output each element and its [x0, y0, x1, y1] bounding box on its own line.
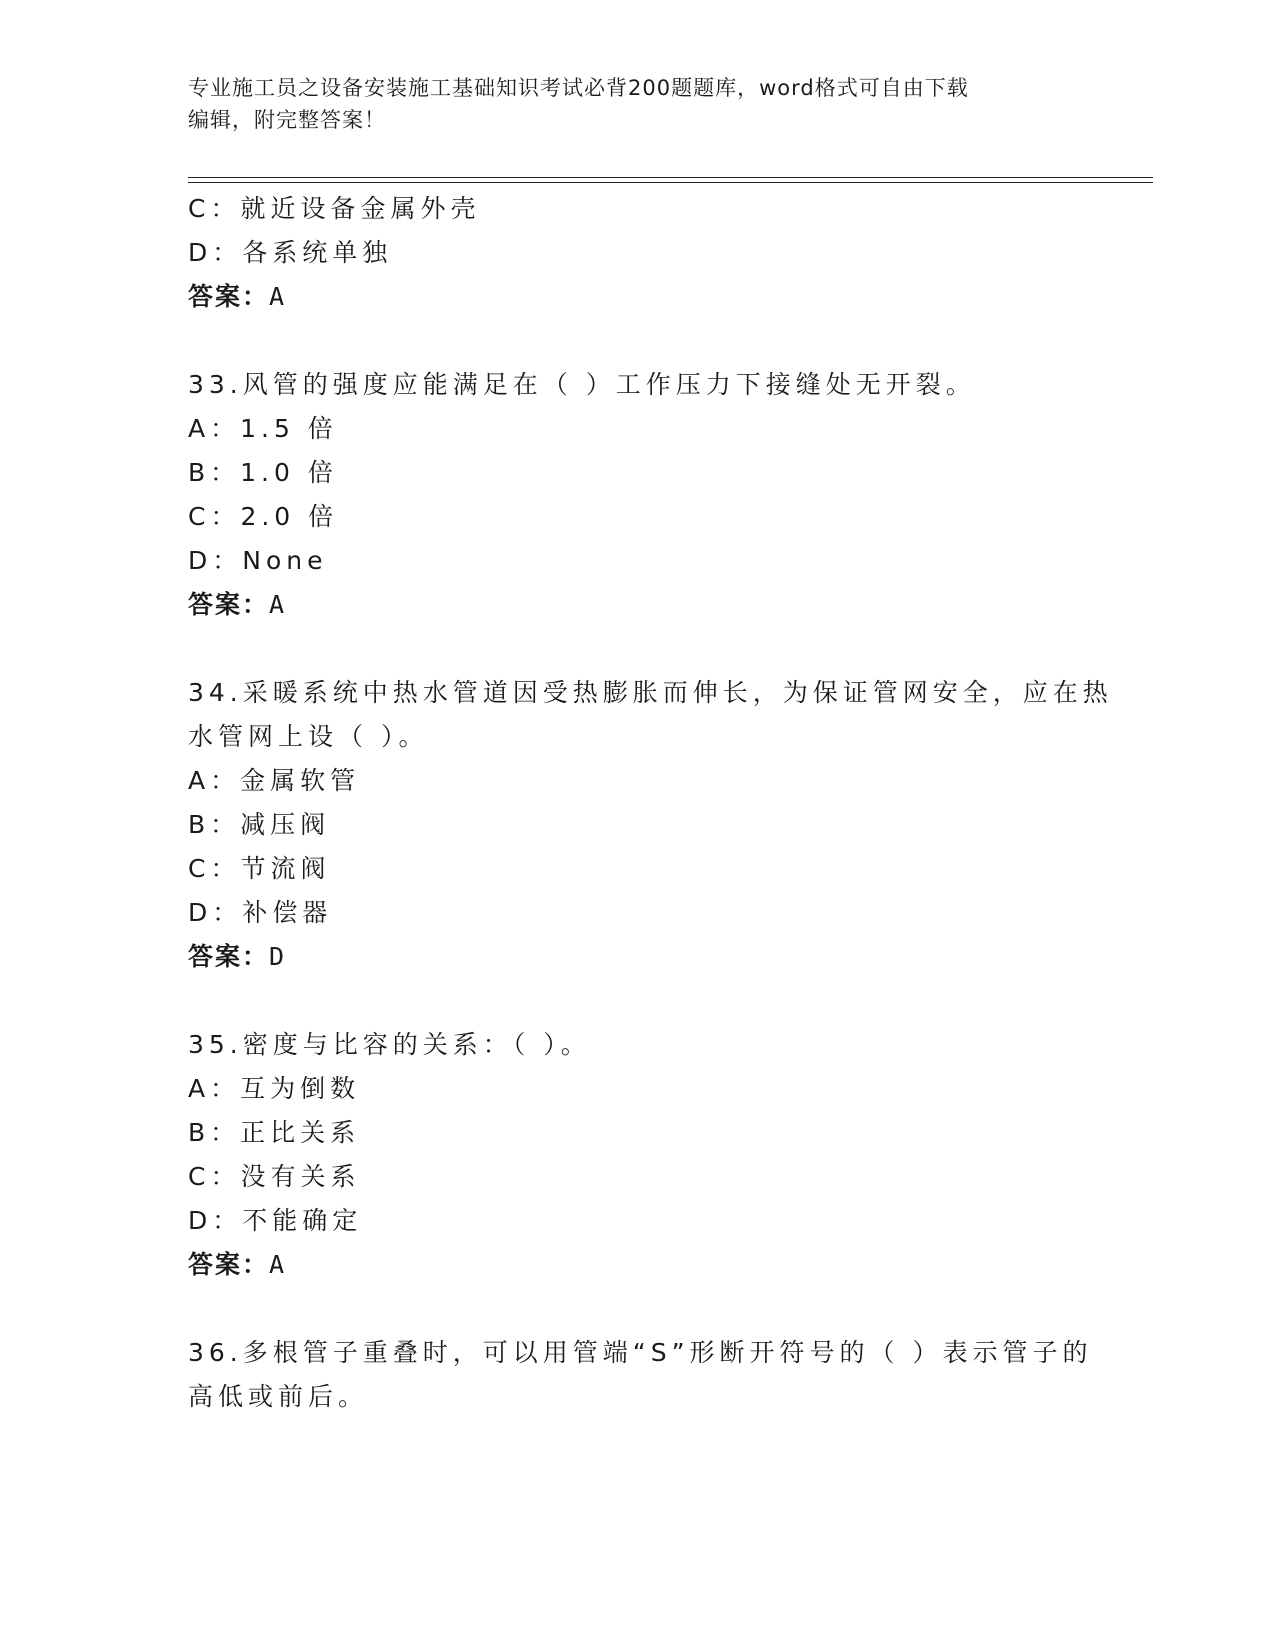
option-c: C：就近设备金属外壳	[188, 194, 481, 223]
header-line-1: 专业施工员之设备安装施工基础知识考试必背200题题库，word格式可自由下载	[188, 76, 969, 100]
option-c: C：2.0 倍	[188, 502, 339, 531]
answer	[188, 589, 284, 621]
option-d: D：None	[188, 546, 328, 575]
answer-label: 答案：	[188, 282, 270, 311]
question-stem-line-1: 36.多根管子重叠时，可以用管端“S”形断开符号的（ ）表示管子的	[188, 1338, 1093, 1367]
option-c: C：没有关系	[188, 1162, 361, 1191]
question-stem-line-2: 水管网上设（ ）。	[188, 722, 429, 751]
answer-value: D	[269, 942, 285, 971]
option-a: A：互为倒数	[188, 1074, 361, 1103]
question-stem-line-1: 34.采暖系统中热水管道因受热膨胀而伸长，为保证管网安全，应在热	[188, 678, 1113, 707]
answer-label: 答案：	[188, 942, 270, 971]
option-b: B：正比关系	[188, 1118, 361, 1147]
option-c: C：节流阀	[188, 854, 331, 883]
option-b: B：减压阀	[188, 810, 331, 839]
document-header	[188, 72, 1088, 136]
answer-label: 答案：	[188, 590, 270, 619]
option-d: D：不能确定	[188, 1206, 363, 1235]
answer	[188, 941, 284, 973]
header-rule-top	[188, 177, 1153, 178]
question-stem: 33.风管的强度应能满足在（ ）工作压力下接缝处无开裂。	[188, 370, 976, 399]
option-b: B：1.0 倍	[188, 458, 338, 487]
question-stem: 35.密度与比容的关系：（ ）。	[188, 1030, 591, 1059]
option-d: D：补偿器	[188, 898, 333, 927]
option-a: A：金属软管	[188, 766, 361, 795]
question-stem-line-2: 高低或前后。	[188, 1382, 369, 1411]
answer	[188, 1249, 284, 1281]
answer-value: A	[269, 590, 285, 619]
answer-label: 答案：	[188, 1250, 270, 1279]
header-line-2: 编辑，附完整答案！	[188, 108, 386, 132]
answer-value: A	[269, 1250, 285, 1279]
option-a: A：1.5 倍	[188, 414, 338, 443]
answer	[188, 281, 284, 313]
header-rule-bottom	[188, 182, 1153, 183]
answer-value: A	[269, 282, 285, 311]
option-d: D：各系统单独	[188, 238, 393, 267]
